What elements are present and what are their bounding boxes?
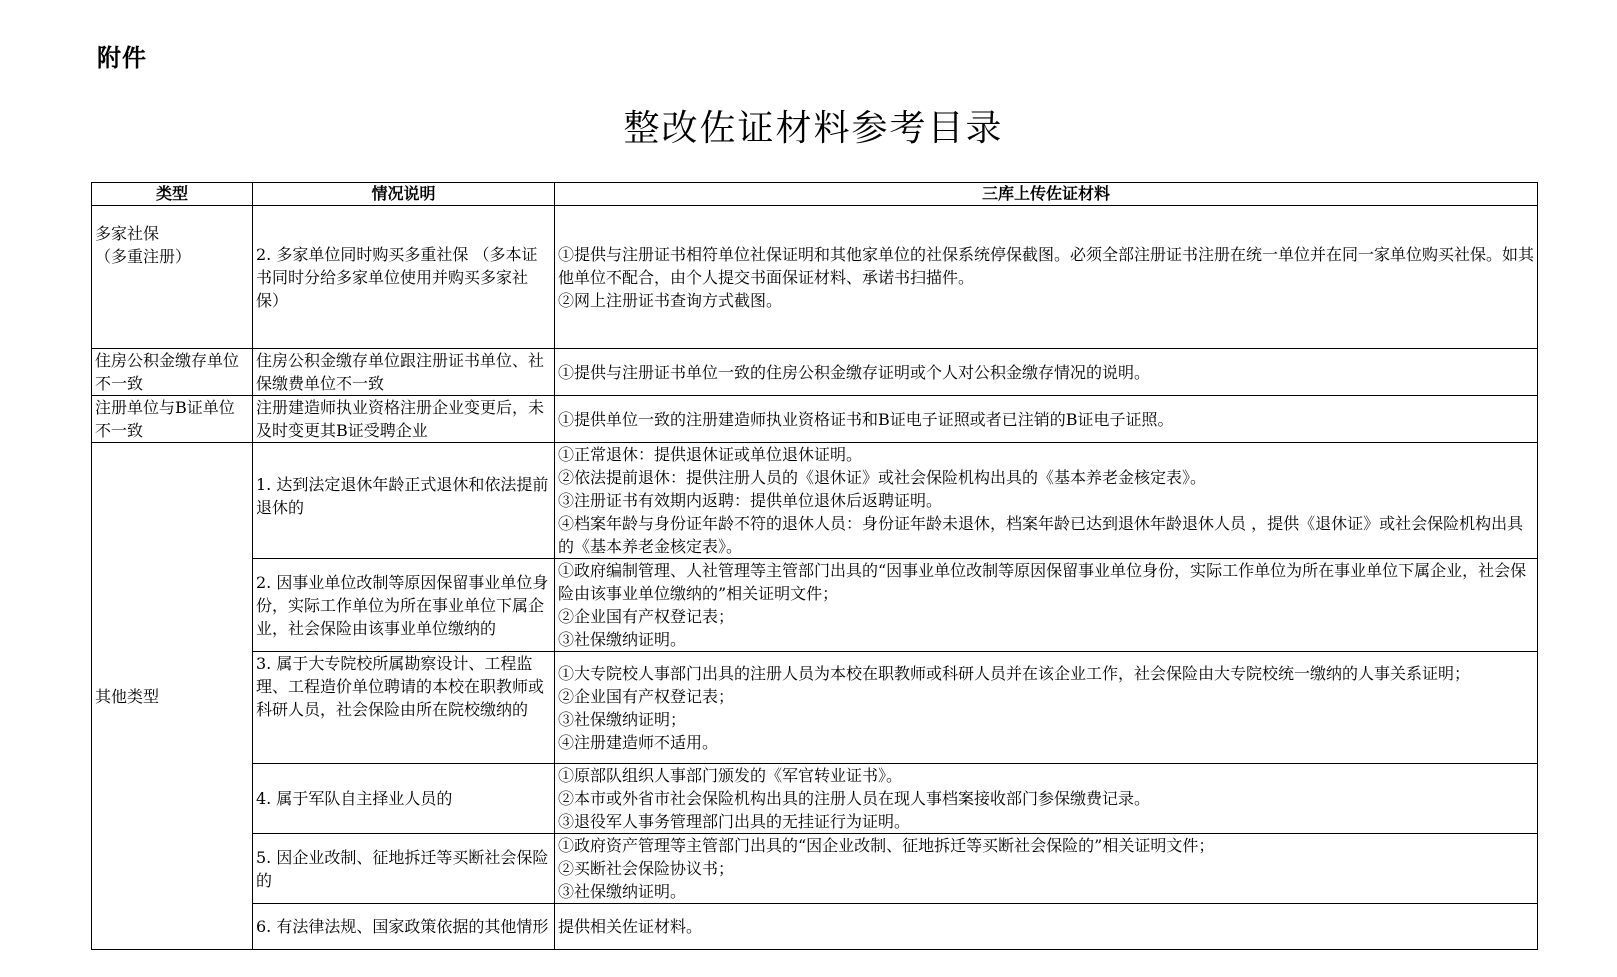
header-description: 情况说明 (253, 183, 555, 206)
type-cell: 住房公积金缴存单位不一致 (92, 349, 253, 396)
table-header-row (92, 183, 1538, 206)
text-line: ②本市或外省市社会保险机构出具的注册人员在现人事档案接收部门参保缴费记录。 (558, 789, 1151, 808)
text-line: ②买断社会保险协议书； (558, 859, 735, 878)
document-title: 整改佐证材料参考目录 (623, 108, 1004, 149)
materials-cell (555, 396, 1538, 443)
text-line: ①原部队组织人事部门颁发的《军官转业证书》。 (558, 766, 903, 785)
text-line: ③社保缴纳证明。 (558, 882, 687, 901)
table-row (92, 396, 1538, 443)
type-cell (92, 206, 253, 349)
text-line: 提供相关佐证材料。 (558, 917, 703, 936)
text-line: ③社保缴纳证明。 (558, 630, 687, 649)
materials-table (91, 182, 1538, 950)
description-cell: 1. 达到法定退休年龄正式退休和依法提前退休的 (253, 443, 555, 559)
text-line: 多家社保 (95, 224, 160, 243)
description-cell: 5. 因企业改制、征地拆迁等买断社会保险的 (253, 834, 555, 904)
table-row (92, 206, 1538, 349)
description-cell: 2. 多家单位同时购买多重社保 （多本证书同时分给多家单位使用并购买多家社保） (253, 206, 555, 349)
table-row (92, 834, 1538, 904)
header-materials: 三库上传佐证材料 (555, 183, 1538, 206)
text-line: ①提供与注册证书单位一致的住房公积金缴存证明或个人对公积金缴存情况的说明。 (558, 362, 1151, 382)
materials-cell (555, 834, 1538, 904)
table-row (92, 764, 1538, 834)
materials-cell (555, 652, 1538, 764)
materials-cell (555, 206, 1538, 349)
materials-cell (555, 904, 1538, 950)
table-row (92, 904, 1538, 950)
text-line: ②网上注册证书查询方式截图。 (558, 290, 783, 310)
description-cell: 4. 属于军队自主择业人员的 (253, 764, 555, 834)
description-cell: 2. 因事业单位改制等原因保留事业单位身份，实际工作单位为所在事业单位下属企业，社会保险由该事业单位缴纳的 (253, 559, 555, 652)
materials-cell (555, 764, 1538, 834)
table-row (92, 652, 1538, 764)
description-cell: 3. 属于大专院校所属勘察设计、工程监理、工程造价单位聘请的本校在职教师或科研人员，社会保险由所在院校缴纳的 (253, 652, 555, 764)
text-line: ②企业国有产权登记表； (558, 686, 735, 706)
materials-cell (555, 559, 1538, 652)
text-line: ①正常退休：提供退休证或单位退休证明。 (558, 445, 863, 464)
text-line: ④档案年龄与身份证年龄不符的退休人员：身份证年龄未退休，档案年龄已达到退休年龄退休人员 ，提供《退休证》或社会保险机构出具的《基本养老金核定表》。 (558, 514, 1524, 556)
text-line: ②企业国有产权登记表； (558, 607, 735, 626)
text-line: ③退役军人事务管理部门出具的无挂证行为证明。 (558, 812, 911, 831)
materials-cell (555, 443, 1538, 559)
description-cell: 注册建造师执业资格注册企业变更后，未及时变更其B证受聘企业 (253, 396, 555, 443)
type-cell: 注册单位与B证单位不一致 (92, 396, 253, 443)
table-row (92, 443, 1538, 559)
materials-cell (555, 349, 1538, 396)
text-line: ①政府编制管理、人社管理等主管部门出具的“因事业单位改制等原因保留事业单位身份，实际工作单位为所在事业单位下属企业，社会保险由该事业单位缴纳的”相关证明文件； (558, 561, 1527, 603)
type-cell-other: 其他类型 (92, 443, 253, 950)
table-row (92, 349, 1538, 396)
description-cell: 6. 有法律法规、国家政策依据的其他情形 (253, 904, 555, 950)
text-line: ④注册建造师不适用。 (558, 732, 719, 752)
text-line: ③注册证书有效期内返聘：提供单位退休后返聘证明。 (558, 491, 943, 510)
text-line: ①提供与注册证书相符单位社保证明和其他家单位的社保系统停保截图。必须全部注册证书注册在统一单位并在同一家单位购买社保。如其他单位不配合，由个人提交书面保证材料、承诺书扫描件。 (558, 244, 1535, 287)
header-type: 类型 (92, 183, 253, 206)
text-line: ③社保缴纳证明； (558, 709, 687, 729)
table-row (92, 559, 1538, 652)
text-line: （多重注册） (95, 247, 192, 266)
text-line: ①提供单位一致的注册建造师执业资格证书和B证电子证照或者已注销的B证电子证照。 (558, 409, 1174, 429)
attachment-label: 附件 (97, 44, 147, 72)
text-line: ①大专院校人事部门出具的注册人员为本校在职教师或科研人员并在该企业工作，社会保险由大专院校统一缴纳的人事关系证明； (558, 663, 1471, 683)
description-cell: 住房公积金缴存单位跟注册证书单位、社保缴费单位不一致 (253, 349, 555, 396)
text-line: ①政府资产管理等主管部门出具的“因企业改制、征地拆迁等买断社会保险的”相关证明文件； (558, 836, 1215, 855)
text-line: ②依法提前退休：提供注册人员的《退休证》或社会保险机构出具的《基本养老金核定表》。 (558, 468, 1207, 487)
